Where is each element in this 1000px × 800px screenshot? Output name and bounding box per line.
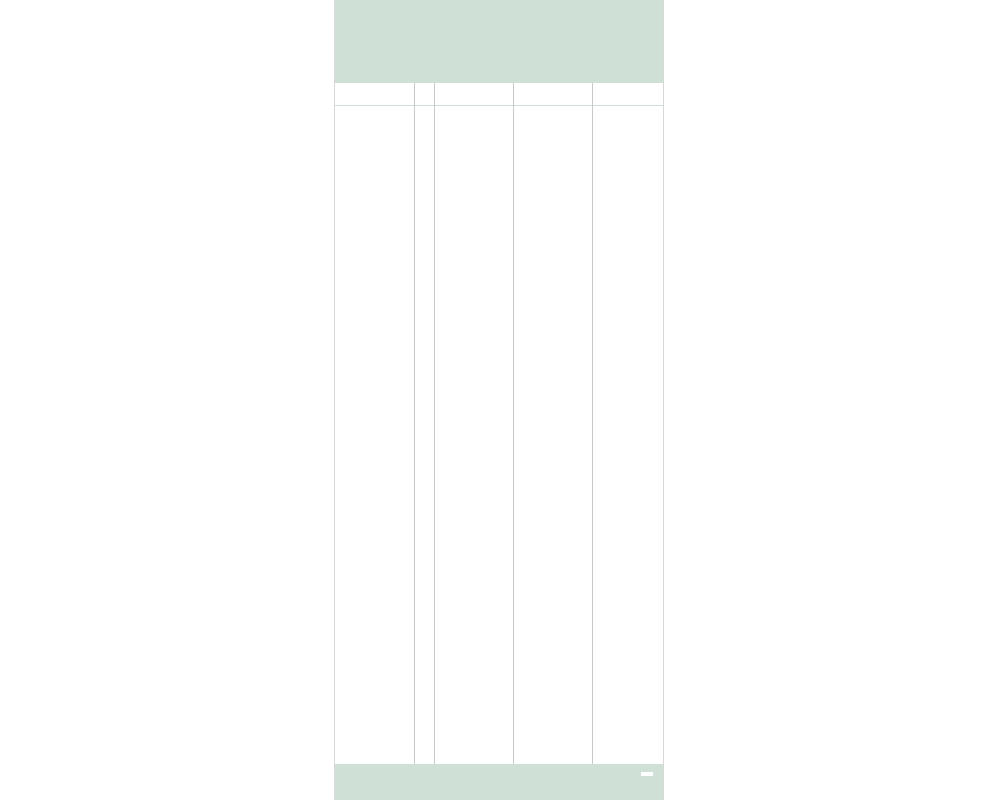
year-bar <box>335 83 663 105</box>
calendar-header <box>335 0 663 106</box>
calendar-footer <box>335 764 663 800</box>
column-divider <box>434 83 435 764</box>
footer-month-tag <box>641 772 653 776</box>
wall-calendar <box>335 0 663 800</box>
column-divider <box>513 83 514 764</box>
column-divider <box>414 83 415 764</box>
column-divider <box>592 83 593 764</box>
